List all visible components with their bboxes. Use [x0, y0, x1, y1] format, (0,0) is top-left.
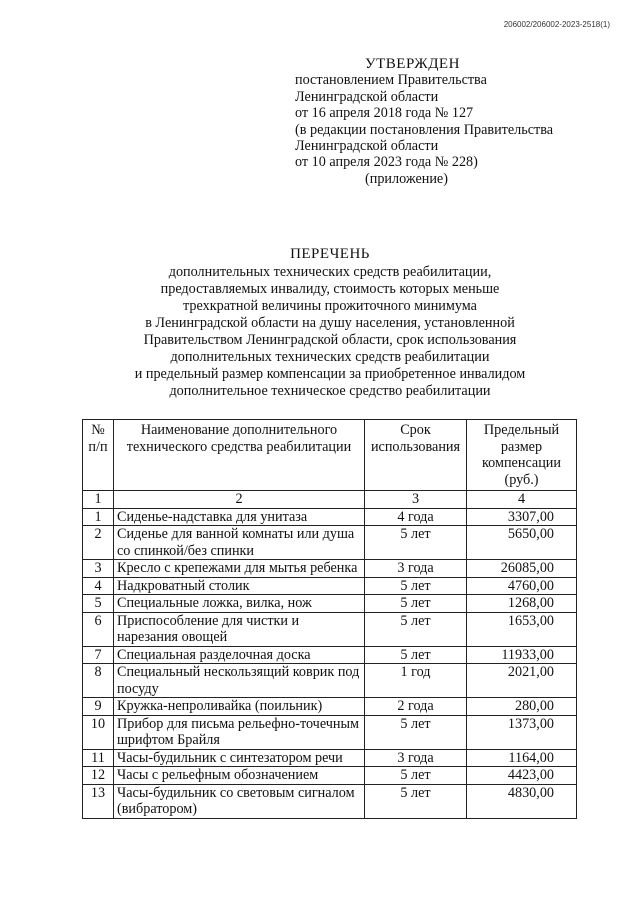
rehab-items-table: [82, 419, 577, 819]
table-row: [83, 526, 577, 560]
row-compensation: 1268,00: [467, 595, 577, 613]
approval-line: от 10 апреля 2023 года № 228): [295, 154, 478, 171]
row-term: 3 года: [365, 749, 467, 767]
row-compensation: 4830,00: [467, 784, 577, 818]
row-compensation: 1373,00: [467, 715, 577, 749]
list-subtitle-line: предоставляемых инвалиду, стоимость которых меньше: [160, 281, 500, 297]
row-num: 13: [83, 784, 114, 818]
list-subtitle-line: дополнительных технических средств реабилитации,: [168, 264, 492, 280]
row-num: 10: [83, 715, 114, 749]
row-term: 4 года: [365, 508, 467, 526]
row-term: 5 лет: [365, 767, 467, 785]
list-subtitle-line: дополнительное техническое средство реабилитации: [169, 383, 491, 399]
row-term: 5 лет: [365, 577, 467, 595]
row-num: 11: [83, 749, 114, 767]
row-name: Часы-будильник с синтезатором речи: [114, 749, 365, 767]
row-name: Часы с рельефным обозначением: [114, 767, 365, 785]
column-number: 4: [467, 491, 577, 509]
list-subtitle-line: и предельный размер компенсации за приобретенное инвалидом: [134, 366, 526, 382]
table-row: [83, 508, 577, 526]
column-number: 3: [365, 491, 467, 509]
table-row: [83, 560, 577, 578]
list-subtitle-line: в Ленинградской области на душу населения, установленной: [145, 315, 515, 331]
row-compensation: 4760,00: [467, 577, 577, 595]
row-name: Прибор для письма рельефно-точечным шрифтом Брайля: [114, 715, 365, 749]
row-num: 3: [83, 560, 114, 578]
table-header-row: [83, 420, 577, 491]
row-term: 3 года: [365, 560, 467, 578]
row-term: 1 год: [365, 664, 467, 698]
row-name: Сиденье для ванной комнаты или душа со спинкой/без спинки: [114, 526, 365, 560]
row-name: Приспособление для чистки и нарезания овощей: [114, 612, 365, 646]
table-row: [83, 715, 577, 749]
row-num: 12: [83, 767, 114, 785]
table-row: [83, 749, 577, 767]
row-term: 5 лет: [365, 784, 467, 818]
approval-line: постановлением Правительства: [295, 72, 487, 89]
row-num: 5: [83, 595, 114, 613]
row-name: Кружка-непроливайка (поильник): [114, 698, 365, 716]
row-name: Кресло с крепежами для мытья ребенка: [114, 560, 365, 578]
row-compensation: 5650,00: [467, 526, 577, 560]
table-row: [83, 612, 577, 646]
row-term: 5 лет: [365, 612, 467, 646]
row-name: Надкроватный столик: [114, 577, 365, 595]
approval-line: Ленинградской области: [295, 88, 439, 105]
row-compensation: 1164,00: [467, 749, 577, 767]
table-row: [83, 784, 577, 818]
row-term: 2 года: [365, 698, 467, 716]
document-id: 206002/206002-2023-2518(1): [503, 20, 610, 29]
column-number: 1: [83, 491, 114, 509]
approval-line: Ленинградской области: [295, 138, 439, 155]
approval-line: от 16 апреля 2018 года № 127: [295, 105, 474, 122]
row-term: 5 лет: [365, 526, 467, 560]
list-header: [50, 246, 610, 400]
row-num: 7: [83, 646, 114, 664]
list-subtitle-line: трехкратной величины прожиточного минимума: [183, 298, 477, 314]
approval-title: УТВЕРЖДЕН: [365, 56, 460, 72]
header-num: № п/п: [83, 420, 114, 491]
row-name: Специальный нескользящий коврик под посуду: [114, 664, 365, 698]
row-compensation: 1653,00: [467, 612, 577, 646]
row-num: 2: [83, 526, 114, 560]
table-row: [83, 577, 577, 595]
approval-appendix: (приложение): [365, 170, 448, 187]
row-num: 1: [83, 508, 114, 526]
list-title: ПЕРЕЧЕНЬ: [290, 246, 370, 262]
row-num: 9: [83, 698, 114, 716]
header-name: Наименование дополнительного технического средства реабилитации: [114, 420, 365, 491]
column-number: 2: [114, 491, 365, 509]
row-name: Сиденье-надставка для унитаза: [114, 508, 365, 526]
column-numbers-row: [83, 491, 577, 509]
row-name: Специальные ложка, вилка, нож: [114, 595, 365, 613]
row-compensation: 2021,00: [467, 664, 577, 698]
row-name: Часы-будильник со световым сигналом (вибратором): [114, 784, 365, 818]
list-subtitle-line: дополнительных технических средств реабилитации: [170, 349, 490, 365]
approval-block: [295, 56, 595, 187]
list-subtitle-line: Правительством Ленинградской области, срок использования: [143, 332, 517, 348]
row-term: 5 лет: [365, 715, 467, 749]
header-compensation: Предельный размер компенсации (руб.): [467, 420, 577, 491]
row-num: 6: [83, 612, 114, 646]
row-compensation: 26085,00: [467, 560, 577, 578]
row-num: 4: [83, 577, 114, 595]
row-compensation: 280,00: [467, 698, 577, 716]
row-compensation: 3307,00: [467, 508, 577, 526]
table-row: [83, 767, 577, 785]
row-compensation: 11933,00: [467, 646, 577, 664]
table-row: [83, 698, 577, 716]
row-term: 5 лет: [365, 646, 467, 664]
table-row: [83, 664, 577, 698]
row-name: Специальная разделочная доска: [114, 646, 365, 664]
header-term: Срок использования: [365, 420, 467, 491]
table-row: [83, 646, 577, 664]
approval-line: (в редакции постановления Правительства: [295, 121, 554, 138]
table-row: [83, 595, 577, 613]
row-term: 5 лет: [365, 595, 467, 613]
row-compensation: 4423,00: [467, 767, 577, 785]
row-num: 8: [83, 664, 114, 698]
